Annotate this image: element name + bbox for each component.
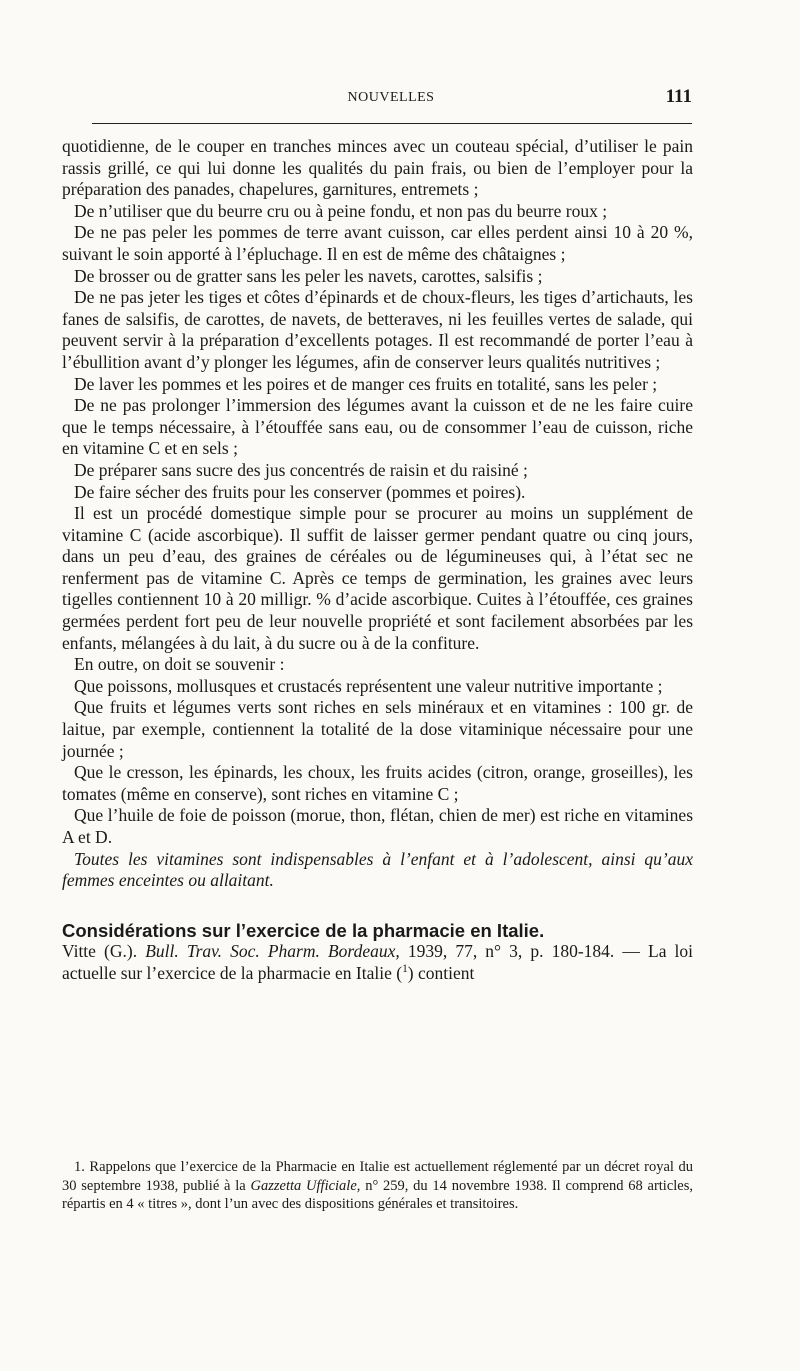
section-title: Considérations sur l’exercice de la pharmacie en Italie. <box>62 919 545 941</box>
paragraph: De préparer sans sucre des jus concentrés de raisin et du raisiné ; <box>74 459 528 480</box>
footnote <box>62 1158 693 1214</box>
paragraph: De ne pas prolonger l’immersion des légumes avant la cuisson et de ne les faire cuire que le temps nécessaire, à l’étouffée sans eau, ou de consommer l’eau de cuisson, riche en vitamine C et en sels ; <box>62 395 693 459</box>
paragraph: De faire sécher des fruits pour les conserver (pommes et poires). <box>74 481 526 502</box>
footnote-text-end: n° 259, du 14 novembre 1938. Il comprend 68 articles, répartis en 4 « titres », dont l’un avec des dispositions générales et transitoires. <box>62 1177 694 1212</box>
section-reference: Vitte (G.). Bull. Trav. Soc. Pharm. Bordeaux, 1939, 77, n° 3, p. 180-184. — La loi actuelle sur l’exercice de la pharmacie en Italie ($^1$) contient <box>62 941 694 983</box>
page-number: 111 <box>665 86 692 107</box>
author: Vitte (G.). <box>62 941 138 962</box>
paragraph: Que poissons, mollusques et crustacés représentent une valeur nutritive importante ; <box>74 675 663 696</box>
paragraph: De laver les pommes et les poires et de manger ces fruits en totalité, sans les peler ; <box>74 373 658 394</box>
paragraph: Que l’huile de foie de poisson (morue, thon, flétan, chien de mer) est riche en vitamines A et D. <box>62 805 693 847</box>
footnote-text: Rappelons que l’exercice de la Pharmacie en Italie est actuellement réglementé par un décret royal du 30 septembre 1938, publié à la <box>62 1159 693 1194</box>
paragraph: De n’utiliser que du beurre cru ou à peine fondu, et non pas du beurre roux ; <box>74 200 608 221</box>
footnote-journal: Gazzetta Ufficiale, <box>250 1177 361 1194</box>
citation: 1939, 77, n° 3, p. 180-184. <box>407 941 615 962</box>
paragraph: De ne pas jeter les tiges et côtes d’épinards et de choux-fleurs, les tiges d’artichauts, les fanes de salsifis, de carottes, de navets, de betteraves, ni les feuilles vertes de salade, qui peuvent servir à la préparation d’excellents potages. Il est recommandé de porter l’eau à l’ébullition avant d’y plonger les légumes, afin de conserver leurs qualités nutritives ; <box>62 287 693 372</box>
footnote-number: 1. <box>74 1159 85 1175</box>
lead-text-end: contient <box>417 962 475 983</box>
header-rule <box>92 123 692 124</box>
paragraph: Que le cresson, les épinards, les choux, les fruits acides (citron, orange, groseilles), les tomates (même en conserve), sont riches en vitamine C ; <box>62 762 693 804</box>
paragraph: quotidienne, de le couper en tranches minces avec un couteau spécial, d’utiliser le pain rassis grillé, ce qui lui donne les qualités du pain frais, ou bien de l’employer pour la préparation des panades, chapelures, garnitures, entremets ; <box>62 136 693 200</box>
paragraph: Que fruits et légumes verts sont riches en sels minéraux et en vitamines : 100 gr. de laitue, par exemple, contiennent la totalité de la dose vitaminique nécessaire pour une journée ; <box>62 697 693 761</box>
lead-text: — La loi actuelle sur l’exercice de la pharmacie en Italie <box>62 941 694 983</box>
paragraph: En outre, on doit se souvenir : <box>74 654 285 675</box>
paragraph: De ne pas peler les pommes de terre avant cuisson, car elles perdent ainsi 10 à 20 %, suivant le soin apporté à l’épluchage. Il en est de même des châtaignes ; <box>62 222 693 264</box>
closing-remark: Toutes les vitamines sont indispensables à l’enfant et à l’adolescent, ainsi qu’aux femmes enceintes ou allaitant. <box>62 848 693 891</box>
running-title: NOUVELLES <box>347 90 435 105</box>
article-body <box>62 136 693 985</box>
page-header <box>90 88 692 116</box>
footnotes <box>62 1158 693 1214</box>
footnote-ref: 1 <box>402 963 408 976</box>
journal-name: Bull. Trav. Soc. Pharm. Bordeaux, <box>145 941 400 962</box>
paragraph: Il est un procédé domestique simple pour se procurer au moins un supplément de vitamine C (acide ascorbique). Il suffit de laisser germer pendant quatre ou cinq jours, dans un peu d’eau, des graines de céréales ou de légumineuses qui, à l’état sec ne renferment pas de vitamine C. Après ce temps de germination, les graines avec leurs tigelles contiennent 10 à 20 milligr. % d’acide ascorbique. Cuites à l’étouffée, ces graines germées perdent fort peu de leur nouvelle propriété et sont facilement absorbées par les enfants, mélangées à du lait, à du sucre ou à de la confiture. <box>62 503 693 653</box>
paragraph: De brosser ou de gratter sans les peler les navets, carottes, salsifis ; <box>74 265 543 286</box>
